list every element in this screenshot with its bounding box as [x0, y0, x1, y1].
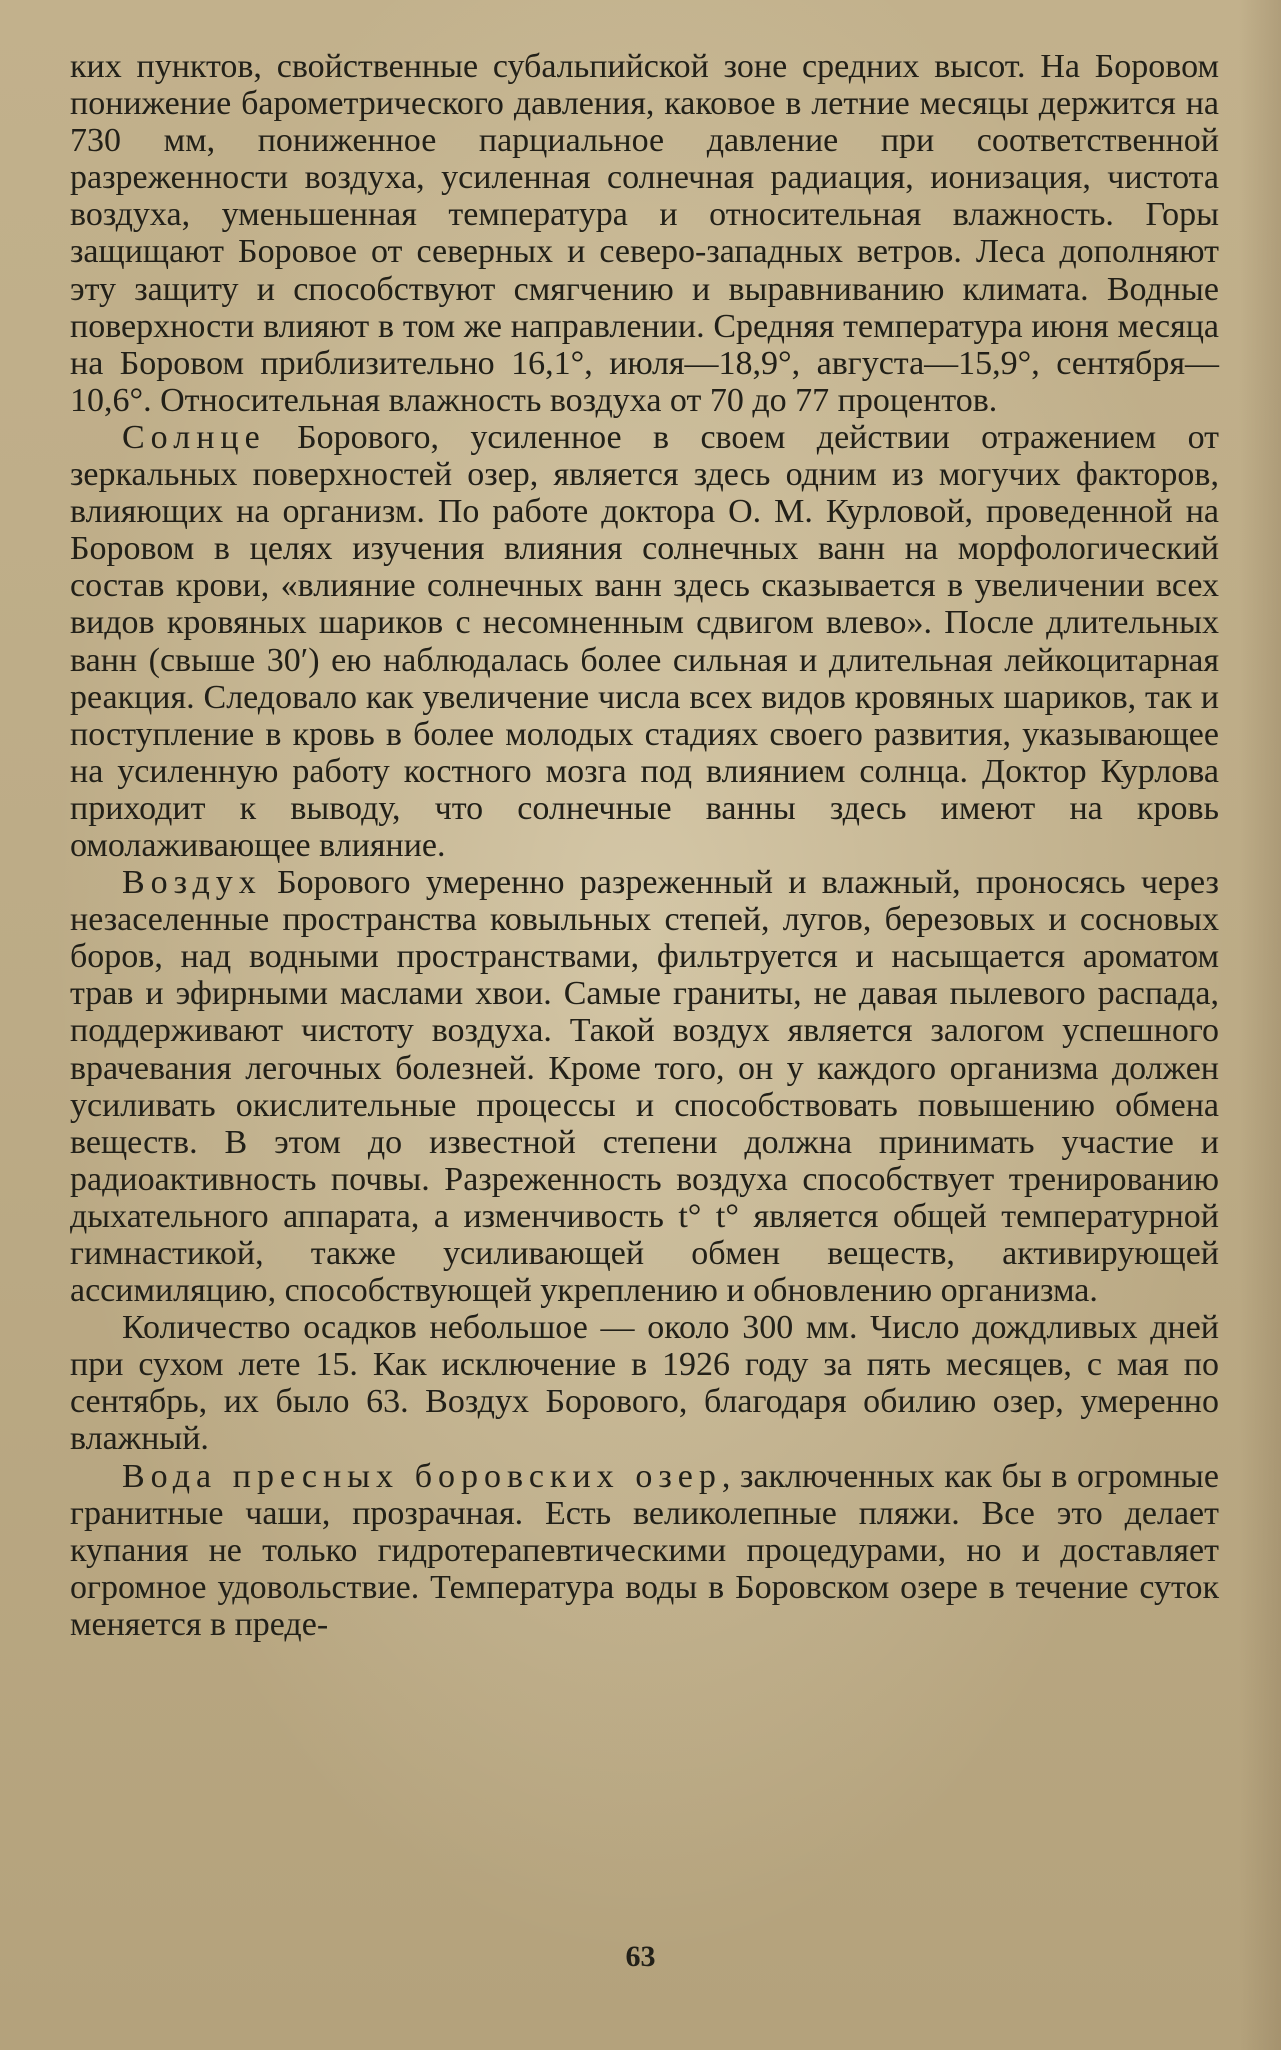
paragraph-text: , заключенных как бы в огромные гранитные чаши, прозрачная. Есть великолепные пляжи. Все это делает купания не только гидротерапевтическими процедурами, но и доставляет огромное удовольствие. Температура воды в Боровском озере в течение суток меняется в преде- [70, 1457, 1219, 1643]
paragraph-text: ких пунктов, свойственные субальпийской зоне средних высот. На Боровом понижение барометрического давления, каковое в летние месяцы держится на 730 мм, пониженное парциальное давление при соответственной разреженности воздуха, усиленная солнечная радиация, ионизация, чистота воздуха, уменьшенная температура и относительная влажность. Горы защищают Боровое от северных и северо-западных ветров. Леса дополняют эту защиту и способствуют смягчению и выравниванию климата. Водные поверхности влияют в том же направлении. Средняя температура июня месяца на Боровом приблизительно 16,1°, июля—18,9°, августа—15,9°, сентября—10,6°. Относительная влажность воздуха от 70 до 77 процентов. [70, 48, 1219, 419]
paragraph-text: Борового умеренно разреженный и влажный, проносясь через незаселенные пространства ковыльных степей, лугов, березовых и сосновых боров, над водными пространствами, фильтруется и насыщается ароматом трав и эфирными маслами хвои. Самые граниты, не давая пылевого распада, поддерживают чистоту воздуха. Такой воздух является залогом успешного врачевания легочных болезней. Кроме того, он у каждого организма должен усиливать окислительные процессы и способствовать повышению обмена веществ. В этом до известной степени должна принимать участие и радиоактивность почвы. Разреженность воздуха способствует тренированию дыхательного аппарата, а изменчивость t° t° является общей температурной гимнастикой, также усиливающей обмен веществ, активирующей ассимиляцию, способствующей укреплению и обновлению организма. [70, 864, 1219, 1310]
paragraph-water [70, 1458, 1219, 1643]
paragraph-text: Борового, усиленное в своем действии отражением от зеркальных поверхностей озер, является здесь одним из могучих факторов, влияющих на организм. По работе доктора О. М. Курловой, проведенной на Боровом в целях изучения влияния солнечных ванн на морфологический состав крови, «влияние солнечных ванн здесь сказывается в увеличении всех видов кровяных шариков с несомненным сдвигом влево». После длительных ванн (свыше 30′) ею наблюдалась более сильная и длительная лейкоцитарная реакция. Следовало как увеличение числа всех видов кровяных шариков, так и поступление в кровь в более молодых стадиях своего развития, указывающее на усиленную работу костного мозга под влиянием солнца. Доктор Курлова приходит к выводу, что солнечные ванны здесь имеют на кровь омолаживающее влияние. [70, 418, 1219, 864]
paragraph-precipitation [70, 1309, 1219, 1457]
paragraph-text: Количество осадков небольшое — около 300 мм. Число дождливых дней при сухом лете 15. Как исключение в 1926 году за пять месяцев, с мая по сентябрь, их было 63. Воздух Борового, благодаря обилию озер, умеренно влажный. [70, 1309, 1219, 1458]
paragraph-climate [70, 48, 1219, 419]
page-body [70, 48, 1219, 1643]
paragraph-lead-word: Воздух [122, 864, 262, 902]
page-number: 63 [625, 1940, 656, 1973]
paragraph-sun [70, 419, 1219, 864]
paragraph-lead-word: Вода пресных боровских озер [122, 1457, 722, 1495]
paragraph-air [70, 864, 1219, 1309]
paragraph-lead-word: Солнце [122, 418, 266, 456]
